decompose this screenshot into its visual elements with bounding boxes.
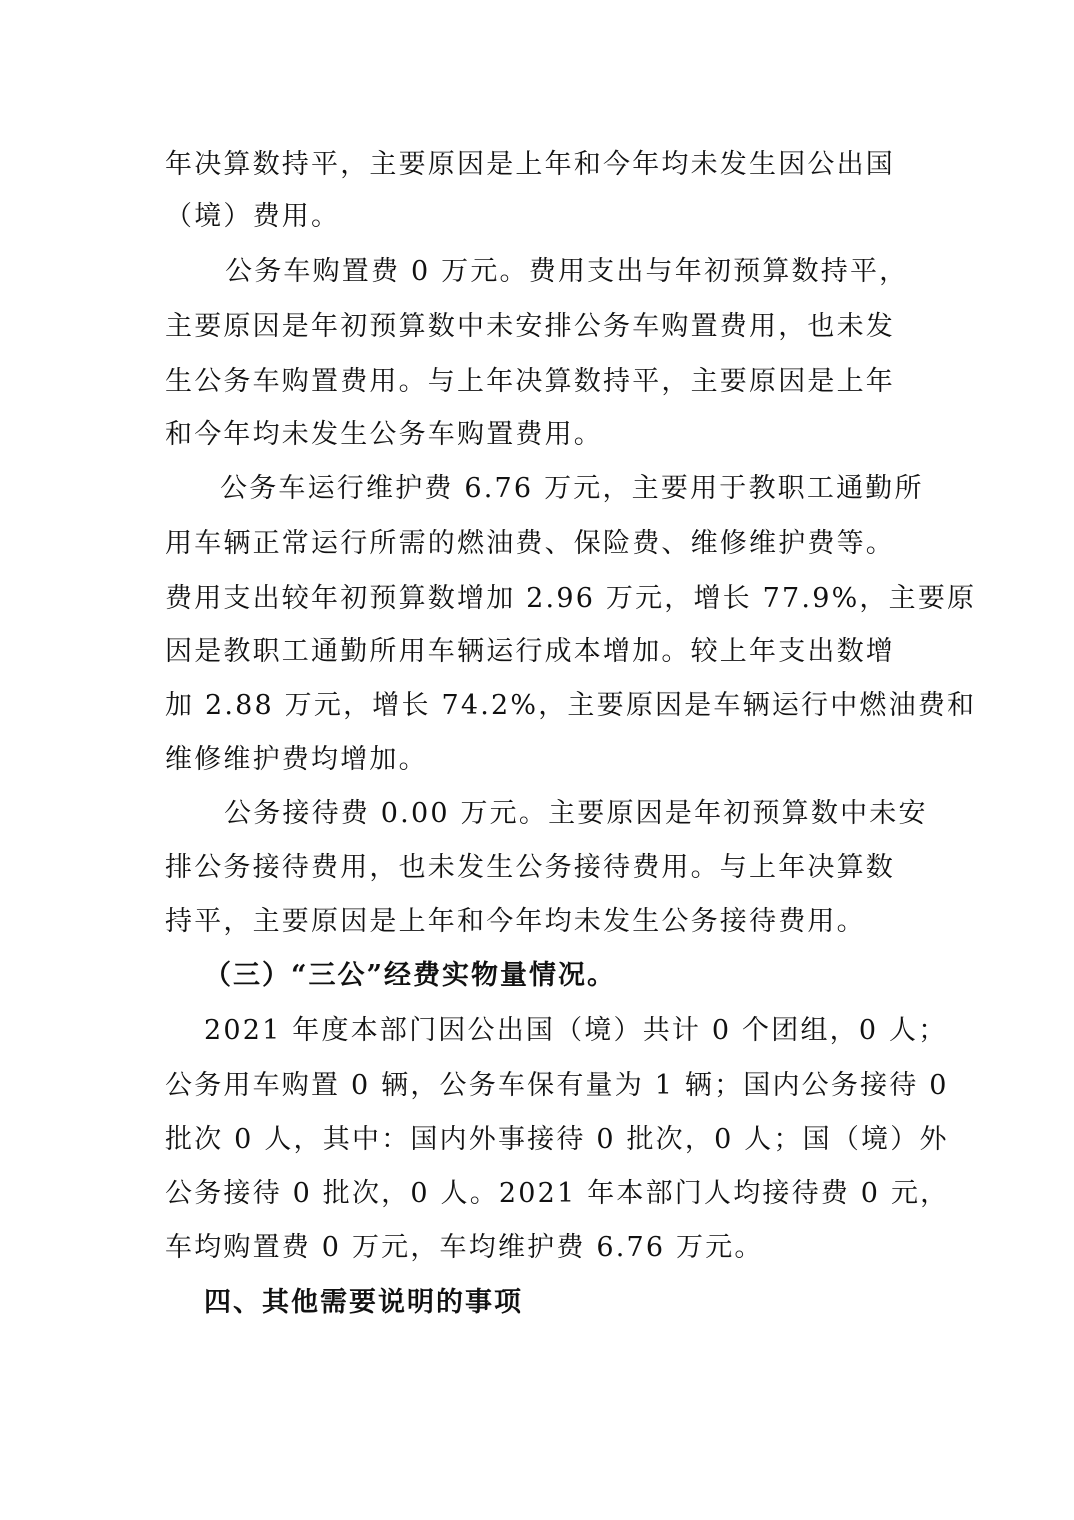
text-line-18: 公务用车购置 0 辆，公务车保有量为 1 辆；国内公务接待 0 bbox=[165, 1070, 949, 1101]
text-line-5: 生公务车购置费用。与上年决算数持平，主要原因是上年 bbox=[165, 366, 895, 397]
text-line-10: 因是教职工通勤所用车辆运行成本增加。较上年支出数增 bbox=[165, 636, 895, 667]
text-line-8: 用车辆正常运行所需的燃油费、保险费、维修维护费等。 bbox=[165, 528, 895, 559]
text-line-9: 费用支出较年初预算数增加 2.96 万元，增长 77.9%，主要原 bbox=[165, 583, 977, 614]
text-line-13: 公务接待费 0.00 万元。主要原因是年初预算数中未安 bbox=[224, 798, 928, 829]
section-heading-other-matters: 四、其他需要说明的事项 bbox=[204, 1287, 523, 1318]
text-line-21: 车均购置费 0 万元，车均维护费 6.76 万元。 bbox=[165, 1232, 764, 1263]
text-line-12: 维修维护费均增加。 bbox=[165, 744, 428, 775]
text-line-1: 年决算数持平，主要原因是上年和今年均未发生因公出国 bbox=[165, 149, 895, 180]
section-heading-three-public-physical: （三）“三公”经费实物量情况。 bbox=[204, 960, 617, 991]
text-line-2: （境）费用。 bbox=[165, 201, 341, 232]
text-line-11: 加 2.88 万元，增长 74.2%，主要原因是车辆运行中燃油费和 bbox=[165, 690, 977, 721]
text-line-7: 公务车运行维护费 6.76 万元，主要用于教职工通勤所 bbox=[220, 473, 924, 504]
text-line-4: 主要原因是年初预算数中未安排公务车购置费用，也未发 bbox=[165, 311, 895, 342]
text-line-20: 公务接待 0 批次，0 人。2021 年本部门人均接待费 0 元， bbox=[165, 1178, 950, 1209]
text-line-15: 持平，主要原因是上年和今年均未发生公务接待费用。 bbox=[165, 906, 866, 937]
text-line-19: 批次 0 人，其中：国内外事接待 0 批次，0 人；国（境）外 bbox=[165, 1124, 949, 1155]
text-line-17: 2021 年度本部门因公出国（境）共计 0 个团组，0 人； bbox=[204, 1015, 948, 1046]
text-line-14: 排公务接待费用，也未发生公务接待费用。与上年决算数 bbox=[165, 852, 895, 883]
text-line-3: 公务车购置费 0 万元。费用支出与年初预算数持平， bbox=[225, 256, 909, 287]
text-line-6: 和今年均未发生公务车购置费用。 bbox=[165, 419, 603, 450]
